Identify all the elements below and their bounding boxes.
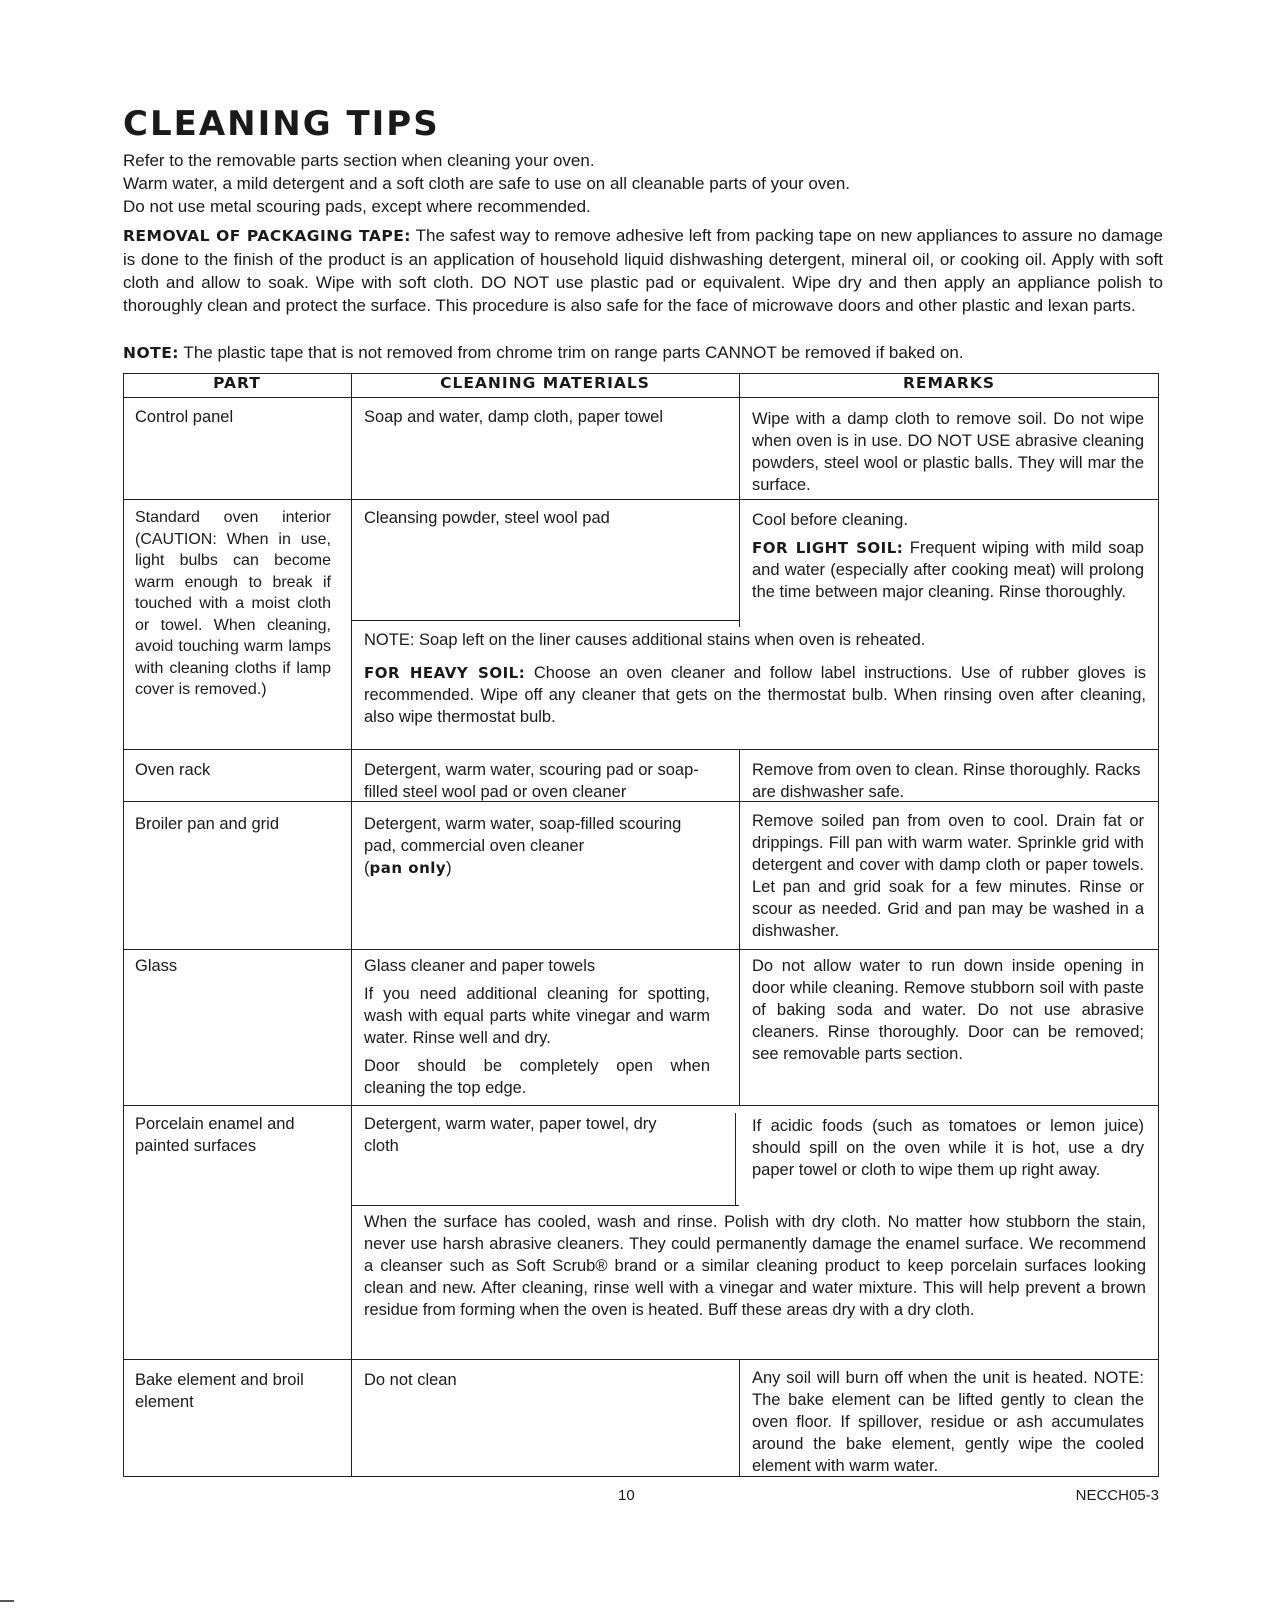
light-soil-text: Frequent wiping with mild soap and water (especially after cooking meat) will prolong the time between major cleaning. Rinse thoroughly. bbox=[752, 539, 1144, 601]
packaging-tape-text: The safest way to remove adhesive left from packing tape on new appliances to assure no damage is done to the finish of the product is an application of household liquid dishwashing detergent, mineral oil, or cooking oil. Apply with soft cloth and allow to soak. Wipe with soft cloth. DO NOT use plastic pad or equivalent. Wipe dry and then apply an appliance polish to thoroughly clean and protect the surface. This procedure is also safe for the face of microwave doors and other plastic and lexan parts. bbox=[123, 226, 1163, 315]
document-code: NECCH05-3 bbox=[1075, 1487, 1159, 1504]
part-cell: Bake element and broil element bbox=[135, 1371, 304, 1411]
part-cell: Oven rack bbox=[135, 761, 211, 779]
remarks-cell: Do not allow water to run down inside opening in door while cleaning. Remove stubborn soil with paste of baking soda and water. Do not use abrasive cleaners. Rinse thoroughly. Door can be removed; see removable parts section. bbox=[752, 957, 1144, 1063]
pan-only-label: pan only bbox=[369, 859, 447, 877]
remarks-text: Cool before cleaning. bbox=[752, 511, 908, 529]
porcelain-note-cell: When the surface has cooled, wash and rinse. Polish with dry cloth. No matter how stubborn the stain, never use harsh abrasive cleaners. They could permanently damage the enamel surface. We recommend a cleanser such as Soft Scrub® brand or a similar cleaning product to keep porcelain surfaces looking clean and new. After cleaning, rinse well with a vinegar and water mixture. This will help prevent a brown residue from forming when the oven is heated. Buff these areas dry with a dry cloth. bbox=[364, 1213, 1146, 1319]
page-number: 10 bbox=[618, 1487, 635, 1504]
note-paragraph bbox=[123, 341, 1163, 365]
row-divider bbox=[123, 749, 1159, 750]
intro-text bbox=[123, 149, 1163, 218]
heavy-soil-heading: FOR HEAVY SOIL: bbox=[364, 664, 526, 682]
note-text: The plastic tape that is not removed from chrome trim on range parts CANNOT be removed if baked on. bbox=[179, 343, 964, 362]
intro-line: Do not use metal scouring pads, except where recommended. bbox=[123, 197, 591, 216]
materials-paren: ) bbox=[446, 859, 452, 877]
materials-cell bbox=[364, 813, 704, 879]
row-divider bbox=[123, 1359, 1159, 1360]
column-divider bbox=[351, 373, 352, 1477]
row-divider bbox=[123, 1105, 1159, 1106]
materials-cell: Detergent, warm water, scouring pad or soap-filled steel wool pad or oven cleaner bbox=[364, 761, 699, 801]
table-border bbox=[1158, 373, 1159, 1477]
materials-cell bbox=[364, 955, 710, 1105]
materials-cell: Do not clean bbox=[364, 1371, 457, 1389]
part-cell: Standard oven interior (CAUTION: When in use, light bulbs can become warm enough to break if touched with a moist cloth or towel. When cleaning, avoid touching warm lamps with cleaning cloths if lamp cover is removed.) bbox=[135, 509, 331, 698]
materials-cell: Detergent, warm water, paper towel, dry cloth bbox=[364, 1115, 657, 1155]
materials-text: Detergent, warm water, soap-filled scouring pad, commercial oven cleaner bbox=[364, 815, 682, 855]
heavy-soil-cell bbox=[364, 662, 1146, 728]
materials-cell: Cleansing powder, steel wool pad bbox=[364, 509, 610, 527]
remarks-cell: Any soil will burn off when the unit is heated. NOTE: The bake element can be lifted gently to clean the oven floor. If spillover, residue or ash accumulates around the bake element, gently wipe the cooled element with warm water. bbox=[752, 1369, 1144, 1475]
column-divider bbox=[739, 749, 740, 1105]
intro-line: Refer to the removable parts section when cleaning your oven. bbox=[123, 151, 595, 170]
packaging-tape-paragraph bbox=[123, 224, 1163, 317]
materials-paren: ( bbox=[364, 859, 370, 877]
header-divider bbox=[123, 397, 1159, 398]
row-divider bbox=[123, 949, 1159, 950]
light-soil-heading: FOR LIGHT SOIL: bbox=[752, 539, 904, 557]
part-cell: Control panel bbox=[135, 408, 234, 426]
part-cell: Porcelain enamel and painted surfaces bbox=[135, 1115, 295, 1155]
note-heading: NOTE: bbox=[123, 344, 180, 362]
materials-cell: Soap and water, damp cloth, paper towel bbox=[364, 408, 664, 426]
column-divider bbox=[739, 1359, 740, 1477]
page-title: CLEANING TIPS bbox=[123, 104, 440, 144]
part-cell: Broiler pan and grid bbox=[135, 815, 280, 833]
part-cell: Glass bbox=[135, 957, 178, 975]
remarks-cell: Wipe with a damp cloth to remove soil. Do not wipe when oven is in use. DO NOT USE abrasive cleaning powders, steel wool or plastic balls. They will mar the surface. bbox=[752, 410, 1144, 494]
materials-text: Glass cleaner and paper towels bbox=[364, 957, 596, 975]
intro-line: Warm water, a mild detergent and a soft cloth are safe to use on all cleanable parts of your oven. bbox=[123, 174, 850, 193]
cleaning-table bbox=[123, 373, 1159, 1477]
header-remarks: REMARKS bbox=[902, 374, 996, 392]
column-divider bbox=[735, 1113, 736, 1205]
row-divider bbox=[123, 499, 1159, 500]
cell-divider bbox=[351, 1205, 739, 1206]
remarks-cell bbox=[752, 509, 1144, 603]
heavy-soil-text: Choose an oven cleaner and follow label instructions. Use of rubber gloves is recommended. Wipe off any cleaner that gets on the thermostat bulb. When rinsing oven after cleaning, also wipe thermostat bulb. bbox=[364, 664, 1146, 726]
materials-text: If you need additional cleaning for spotting, wash with equal parts white vinegar and warm water. Rinse well and dry. bbox=[364, 985, 710, 1047]
scan-mark bbox=[0, 1600, 14, 1602]
remarks-cell: Remove from oven to clean. Rinse thoroughly. Racks are dishwasher safe. bbox=[752, 761, 1141, 801]
packaging-tape-heading: REMOVAL OF PACKAGING TAPE: bbox=[123, 227, 412, 245]
header-materials: CLEANING MATERIALS bbox=[440, 374, 650, 392]
materials-text: Door should be completely open when cleaning the top edge. bbox=[364, 1057, 710, 1097]
table-border bbox=[123, 373, 124, 1477]
cell-divider bbox=[351, 620, 739, 621]
remarks-cell: Remove soiled pan from oven to cool. Drain fat or drippings. Fill pan with warm water. Sprinkle grid with detergent and cover with damp cloth or paper towels. Let pan and grid soak for a few minutes. Rinse or scour as needed. Grid and pan may be washed in a dishwasher. bbox=[752, 812, 1144, 940]
remarks-cell: If acidic foods (such as tomatoes or lemon juice) should spill on the oven while it is hot, use a dry paper towel or cloth to wipe them up right away. bbox=[752, 1117, 1144, 1179]
column-divider bbox=[739, 373, 740, 627]
header-part: PART bbox=[213, 374, 261, 392]
note-cell: NOTE: Soap left on the liner causes additional stains when oven is reheated. bbox=[364, 631, 926, 649]
